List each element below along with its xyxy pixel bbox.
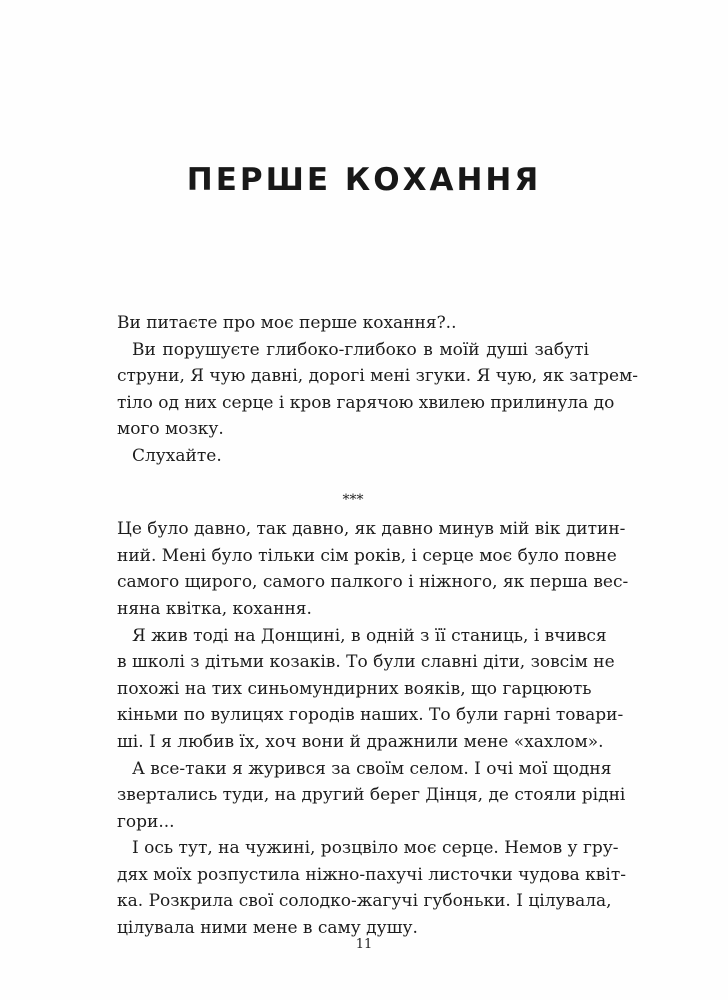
text-line: ка. Розкрила свої солодко-жагучі губоньки. І цілувала, <box>117 891 612 912</box>
text-line: Це було давно, так давно, як давно минув мій вік дитин- <box>117 519 626 540</box>
text-line: няна квітка, кохання. <box>117 598 312 619</box>
text-line: гори... <box>117 811 175 832</box>
text-line: дях моїх розпустила ніжно-пахучі листочки чудова квіт- <box>117 864 626 885</box>
text-line: струни, Я чую давні, дорогі мені згуки. Я чую, як затрем- <box>117 366 639 387</box>
text-line: самого щирого, самого палкого і ніжного, як перша вес- <box>117 572 629 593</box>
text-line: А все-таки я журився за своїм селом. І очі мої щодня <box>132 758 612 779</box>
text-line: цілувала ними мене в саму душу. <box>117 918 418 939</box>
text-line: ші. І я любив їх, хоч вони й дражнили мене «хахлом». <box>117 731 604 752</box>
text-line: мого мозку. <box>117 419 224 440</box>
text-line: тіло од них серце і кров гарячою хвилею прилинула до <box>117 392 615 413</box>
text-line: І ось тут, на чужині, розцвіло моє серце. Немов у гру- <box>132 838 619 859</box>
text-line: Слухайте. <box>132 445 222 466</box>
text-line: Я жив тоді на Донщині, в одній з її станиць, і вчився <box>132 625 607 646</box>
text-line: кіньми по вулицях городів наших. То були гарні товари- <box>117 705 624 726</box>
text-line: Ви порушуєте глибоко-глибоко в моїй душі забуті <box>132 339 589 360</box>
section-separator: *** <box>342 491 364 508</box>
text-line: похожі на тих синьомундирних вояків, що гарцюють <box>117 678 592 699</box>
text-line: ний. Мені було тільки сім років, і серце моє було повне <box>117 545 617 566</box>
text-line: Ви питаєте про моє перше кохання?.. <box>117 313 457 333</box>
chapter-title: ПЕРШЕ КОХАННЯ <box>186 162 542 198</box>
text-line: в школі з дітьми козаків. То були славні діти, зовсім не <box>117 652 615 673</box>
page-number: 11 <box>355 937 373 952</box>
text-line: звертались туди, на другий берег Дінця, де стояли рідні <box>117 785 626 806</box>
chapter-text <box>117 310 639 942</box>
